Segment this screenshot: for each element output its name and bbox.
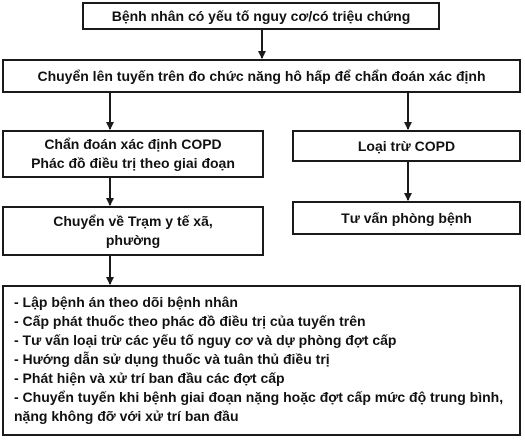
box-commune-tasks <box>2 285 521 436</box>
box-refer-up <box>2 59 521 93</box>
task-item: - Cấp phát thuốc theo phác đồ điều trị của tuyến trên <box>14 313 366 329</box>
box-prevention-advice <box>292 201 521 235</box>
box-diagnosis-confirmed <box>2 130 264 178</box>
box-refer-commune <box>2 206 264 256</box>
box-refer-commune-text: Chuyển về Trạm y tế xã, phường <box>53 213 213 248</box>
task-item: - Chuyển tuyến khi bệnh giai đoạn nặng hoặc đợt cấp mức độ trung bình, nặng không đỡ với xử trí ban đầu <box>14 389 504 424</box>
box-prevention-text: Tư vấn phòng bệnh <box>341 209 472 226</box>
box-diagnosis-text: Chẩn đoán xác định COPD Phác đồ điều trị theo giai đoạn <box>31 136 235 171</box>
task-item: - Phát hiện và xử trí ban đầu các đợt cấp <box>14 370 285 386</box>
box-start-patient <box>82 2 440 30</box>
box-refer-up-text: Chuyển lên tuyến trên đo chức năng hô hấp để chẩn đoán xác định <box>37 67 486 84</box>
box-ruled-out-text: Loại trừ COPD <box>357 137 456 154</box>
task-item: - Hướng dẫn sử dụng thuốc và tuân thủ điều trị <box>14 351 330 367</box>
box-ruled-out <box>292 130 521 162</box>
box-start-text: Bệnh nhân có yếu tố nguy cơ/có triệu chứng <box>111 7 411 24</box>
task-item: - Lập bệnh án theo dõi bệnh nhân <box>14 294 238 310</box>
task-item: - Tư vấn loại trừ các yếu tố nguy cơ và dự phòng đợt cấp <box>14 332 397 348</box>
